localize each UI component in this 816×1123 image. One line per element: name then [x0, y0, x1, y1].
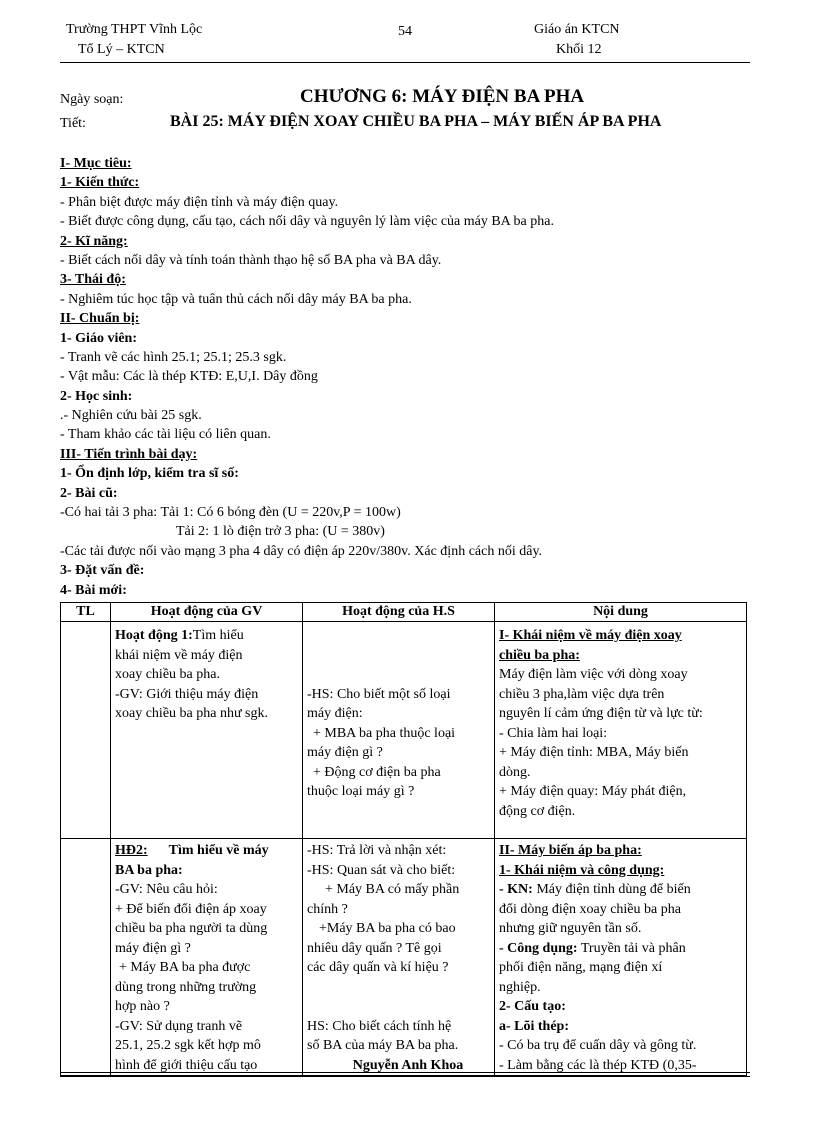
teacher-item: - Tranh vẽ các hình 25.1; 25.1; 25.3 sgk.	[60, 349, 287, 365]
skills-heading: 2- Kĩ năng:	[60, 233, 128, 249]
activity-lead: Hoạt động 1:	[115, 628, 193, 643]
time-cell	[61, 622, 111, 839]
department-name: Tổ Lý – KTCN	[78, 42, 165, 57]
student-item: .- Nghiên cứu bài 25 sgk.	[60, 408, 202, 424]
student-activity-cell: -HS: Cho biết một số loại máy điện: + MBA ba pha thuộc loại máy điện gì ? + Động cơ điện ba pha thuộc loại máy gì ?	[303, 622, 495, 839]
teacher-item: - Vật mẫu: Các là thép KTĐ: E,U,I. Dây đồng	[60, 369, 318, 385]
lesson-title: BÀI 25: MÁY ĐIỆN XOAY CHIỀU BA PHA – MÁY BIẾN ÁP BA PHA	[170, 113, 662, 130]
attitude-heading: 3- Thái độ:	[60, 272, 126, 288]
lesson-body	[60, 154, 760, 600]
content-title: I- Khái niệm về máy điện xoay	[499, 628, 682, 643]
author-name: Nguyễn Anh Khoa	[352, 1058, 464, 1073]
column-header: Hoạt động của GV	[111, 603, 303, 622]
period-label: Tiết:	[60, 116, 86, 131]
content-subtitle: a- Lõi thép:	[499, 1018, 569, 1034]
step-new-lesson: 4- Bài mới:	[60, 582, 127, 598]
time-cell	[61, 839, 111, 1076]
teacher-activity-cell: Hoạt động 1:Tìm hiểu khái niệm về máy điện xoay chiều ba pha. -GV: Giới thiệu máy điện xoay chiều ba pha như sgk.	[111, 622, 303, 839]
column-header: Hoạt động của H.S	[303, 603, 495, 622]
skills-item: - Biết cách nối dây và tính toán thành thạo hệ số BA pha và BA dây.	[60, 252, 442, 268]
attitude-item: - Nghiêm túc học tập và tuân thủ cách nối dây máy BA ba pha.	[60, 291, 412, 307]
chapter-title: CHƯƠNG 6: MÁY ĐIỆN BA PHA	[300, 86, 585, 107]
student-item: - Tham khảo các tài liệu có liên quan.	[60, 427, 271, 443]
knowledge-item: - Phân biệt được máy điện tỉnh và máy điện quay.	[60, 194, 339, 210]
preparation-heading: II- Chuẩn bị:	[60, 311, 140, 327]
grade-label: Khối 12	[556, 42, 602, 57]
lesson-table	[60, 602, 747, 1076]
old-lesson-item: -Các tải được nối vào mạng 3 pha 4 dây có điện áp 220v/380v. Xác định cách nối dây.	[60, 543, 543, 559]
content-title: chiều ba pha:	[499, 647, 580, 663]
activity-lead: HĐ2:	[115, 843, 148, 858]
date-label: Ngày soạn:	[60, 92, 124, 107]
old-lesson-item: Tải 2: 1 lò điện trở 3 pha: (U = 380v)	[176, 524, 385, 540]
page-number: 54	[398, 24, 412, 39]
student-heading: 2- Học sinh:	[60, 388, 133, 404]
content-title: II- Máy biến áp ba pha:	[499, 843, 642, 858]
table-row	[61, 839, 747, 1076]
footer-rule	[60, 1076, 750, 1077]
teacher-activity-cell: HĐ2: Tìm hiểu về máy BA ba pha: -GV: Nêu câu hỏi: + Để biến đổi điện áp xoay chiều ba pha người ta dùng máy điện gì ? + Máy BA ba pha được dùng trong những trường hợp nào ? -GV: Sử dụng tranh vẽ 25.1, 25.2 sgk kết hợp mô hình để giới thiệu cấu tạo	[111, 839, 303, 1076]
content-subtitle: 2- Cấu tạo:	[499, 999, 566, 1014]
student-activity-cell: -HS: Trả lời và nhận xét: -HS: Quan sát và cho biết: + Máy BA có mấy phần chính ? +Máy BA ba pha có bao nhiêu dây quấn ? Tê gọi các dây quấn và kí hiệu ? HS: Cho biết cách tính hệ số BA của máy BA ba pha.	[303, 839, 495, 1076]
procedure-heading: III- Tiến trình bài dạy:	[60, 446, 198, 462]
step-problem: 3- Đặt vấn đề:	[60, 563, 145, 579]
content-subtitle: 1- Khái niệm và công dụng:	[499, 862, 665, 878]
school-name: Trường THPT Vĩnh Lộc	[66, 22, 203, 37]
column-header: TL	[61, 603, 111, 622]
header-rule	[60, 62, 750, 63]
old-lesson-item: -Có hai tải 3 pha: Tải 1: Có 6 bóng đèn (U = 220v,P = 100w)	[60, 505, 401, 521]
table-row	[61, 622, 747, 839]
step-stabilize: 1- Ổn định lớp, kiểm tra sĩ số:	[60, 466, 239, 482]
table-header-row	[61, 603, 747, 622]
knowledge-item: - Biết được công dụng, cấu tạo, cách nối dây và nguyên lý làm việc của máy BA ba pha.	[60, 214, 554, 230]
content-cell: I- Khái niệm về máy điện xoay chiều ba pha: Máy điện làm việc với dòng xoay chiều 3 pha,làm việc dựa trên nguyên lí cảm ứng điện từ và lực từ: - Chia làm hai loại: + Máy điện tỉnh: MBA, Máy biến dòng. + Máy điện quay: Máy phát điện, động cơ điện.	[495, 622, 747, 839]
column-header: Nội dung	[495, 603, 747, 622]
objectives-heading: I- Mục tiêu:	[60, 156, 132, 171]
teacher-heading: 1- Giáo viên:	[60, 330, 137, 346]
document-type: Giáo án KTCN	[534, 22, 620, 37]
knowledge-heading: 1- Kiến thức:	[60, 175, 140, 191]
step-old-lesson: 2- Bài cũ:	[60, 485, 118, 501]
content-cell: II- Máy biến áp ba pha: 1- Khái niệm và công dụng: - KN: Máy điện tỉnh dùng để biến đổi dòng điện xoay chiều ba pha nhưng giữ nguyên tần số. - Công dụng: Truyền tải và phân phối điện năng, mạng điện xí nghiệp. 2- Cấu tạo: a- Lõi thép: - Có ba trụ để cuấn dây và gông từ. - Làm bằng các là thép KTĐ (0,35-	[495, 839, 747, 1076]
